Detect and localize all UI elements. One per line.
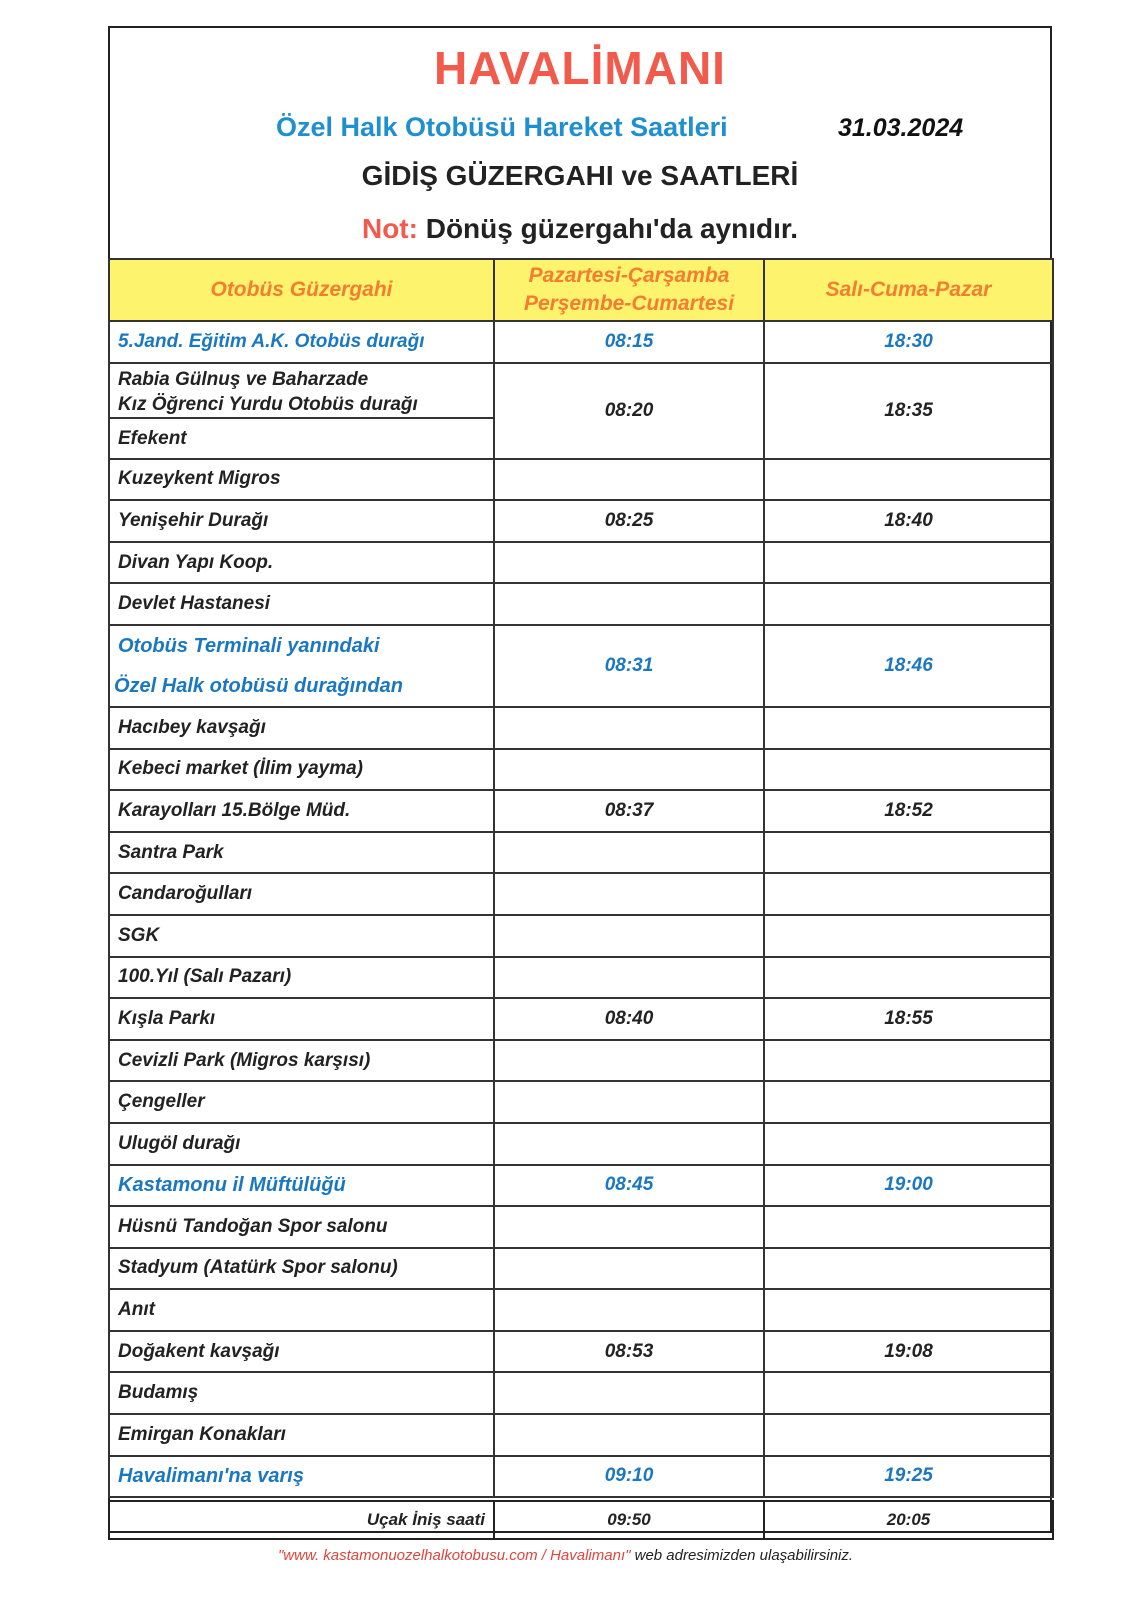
schedule-table [108, 258, 1054, 1498]
stop-line: Özel Halk otobüsü durağından [114, 674, 403, 697]
stop-name: Kışla Parkı [109, 998, 494, 1040]
time-weekday [494, 749, 764, 791]
time-weekday [494, 1414, 764, 1456]
time-weekday: 08:40 [494, 998, 764, 1040]
table-row [109, 915, 1053, 957]
table-row [109, 500, 1053, 542]
col-weekday [494, 259, 764, 321]
table-row [109, 1372, 1053, 1414]
stop-name: 100.Yıl (Salı Pazarı) [109, 957, 494, 999]
time-weekday: 08:53 [494, 1331, 764, 1373]
table-row [109, 1040, 1053, 1082]
stop-name: Candaroğulları [109, 873, 494, 915]
table-row [109, 790, 1053, 832]
table-row [109, 363, 1053, 459]
stop-name [109, 363, 494, 459]
stop-name: Yenişehir Durağı [109, 500, 494, 542]
landing-label: Uçak İniş saati [109, 1501, 494, 1539]
table-row [109, 542, 1053, 584]
time-other [764, 542, 1053, 584]
note-text: Dönüş güzergahı'da aynıdır. [425, 213, 799, 244]
stop-name-multi [110, 364, 493, 419]
table-row [109, 1248, 1053, 1290]
stop-line: Kız Öğrenci Yurdu Otobüs durağı [118, 393, 418, 415]
time-weekday [494, 1040, 764, 1082]
col-other: Salı-Cuma-Pazar [764, 259, 1053, 321]
time-other [764, 1206, 1053, 1248]
stop-name: Stadyum (Atatürk Spor salonu) [109, 1248, 494, 1290]
time-weekday [494, 1206, 764, 1248]
time-weekday [494, 957, 764, 999]
stop-name: Emirgan Konakları [109, 1414, 494, 1456]
time-weekday [494, 542, 764, 584]
stop-name: Doğakent kavşağı [109, 1331, 494, 1373]
time-other: 18:55 [764, 998, 1053, 1040]
time-weekday: 08:15 [494, 321, 764, 363]
table-header [109, 259, 1053, 321]
stop-name: Santra Park [109, 832, 494, 874]
col-weekday-1: Pazartesi-Çarşamba [528, 264, 730, 287]
table-row [109, 1165, 1053, 1207]
time-other [764, 459, 1053, 501]
stop-name: Budamış [109, 1372, 494, 1414]
stop-name: Divan Yapı Koop. [109, 542, 494, 584]
stop-name: Anıt [109, 1289, 494, 1331]
note [110, 213, 1050, 245]
time-weekday: 08:20 [494, 363, 764, 459]
table-row [109, 707, 1053, 749]
time-other [764, 1248, 1053, 1290]
landing-time-row [108, 1500, 1054, 1540]
table-row [109, 1414, 1053, 1456]
time-weekday: 08:45 [494, 1165, 764, 1207]
stop-name: Devlet Hastanesi [109, 583, 494, 625]
time-other: 18:40 [764, 500, 1053, 542]
time-weekday [494, 915, 764, 957]
time-weekday [494, 1289, 764, 1331]
col-route: Otobüs Güzergahi [109, 259, 494, 321]
time-other [764, 707, 1053, 749]
time-other [764, 915, 1053, 957]
time-weekday [494, 1372, 764, 1414]
website-url: "www. kastamonuozelhalkotobusu.com / Havalimanı" [277, 1547, 631, 1564]
time-other [764, 1040, 1053, 1082]
time-weekday: 08:31 [494, 625, 764, 707]
landing-time-other: 20:05 [764, 1501, 1053, 1539]
time-other [764, 1289, 1053, 1331]
time-other: 19:00 [764, 1165, 1053, 1207]
time-weekday [494, 1248, 764, 1290]
time-other: 18:52 [764, 790, 1053, 832]
stop-line: Efekent [118, 427, 187, 449]
col-weekday-2: Perşembe-Cumartesi [523, 292, 735, 315]
website-note [0, 1547, 1131, 1564]
table-row [109, 321, 1053, 363]
stop-name: Cevizli Park (Migros karşısı) [109, 1040, 494, 1082]
time-other [764, 957, 1053, 999]
time-other [764, 873, 1053, 915]
table-row [109, 832, 1053, 874]
stop-name: 5.Jand. Eğitim A.K. Otobüs durağı [109, 321, 494, 363]
table-row [109, 1331, 1053, 1373]
time-other [764, 832, 1053, 874]
time-other: 18:46 [764, 625, 1053, 707]
table-row [109, 583, 1053, 625]
time-weekday [494, 873, 764, 915]
website-text: web adresimizden ulaşabilirsiniz. [630, 1547, 854, 1564]
time-weekday: 09:10 [494, 1456, 764, 1498]
subtitle: Özel Halk Otobüsü Hareket Saatleri [276, 112, 728, 142]
time-weekday: 08:25 [494, 500, 764, 542]
table-row [109, 1081, 1053, 1123]
table-row [109, 1289, 1053, 1331]
route-heading: GİDİŞ GÜZERGAHI ve SAATLERİ [361, 160, 799, 191]
note-label: Not: [361, 213, 418, 244]
stop-name: Kuzeykent Migros [109, 459, 494, 501]
page-title: HAVALİMANI [434, 42, 726, 94]
stop-name: Hüsnü Tandoğan Spor salonu [109, 1206, 494, 1248]
stop-name: Karayolları 15.Bölge Müd. [109, 790, 494, 832]
time-other: 18:30 [764, 321, 1053, 363]
time-other [764, 1372, 1053, 1414]
time-weekday [494, 583, 764, 625]
time-other [764, 749, 1053, 791]
stop-name: Kebeci market (İlim yayma) [109, 749, 494, 791]
time-other: 19:25 [764, 1456, 1053, 1498]
time-weekday [494, 1123, 764, 1165]
stop-name [109, 625, 494, 707]
time-weekday: 08:37 [494, 790, 764, 832]
table-row [109, 998, 1053, 1040]
table-row [109, 957, 1053, 999]
time-other [764, 1081, 1053, 1123]
stop-name: Ulugöl durağı [109, 1123, 494, 1165]
table-row [109, 873, 1053, 915]
stop-line: Otobüs Terminali yanındaki [118, 634, 380, 657]
time-weekday [494, 832, 764, 874]
table-row [109, 749, 1053, 791]
time-other [764, 1414, 1053, 1456]
table-row [109, 1206, 1053, 1248]
time-other [764, 583, 1053, 625]
stop-line: Rabia Gülnuş ve Baharzade [118, 368, 369, 390]
time-other [764, 1123, 1053, 1165]
time-other: 18:35 [764, 363, 1053, 459]
stop-name: Çengeller [109, 1081, 494, 1123]
stop-name: Kastamonu il Müftülüğü [109, 1165, 494, 1207]
stop-name: Havalimanı'na varış [109, 1456, 494, 1498]
table-row [109, 459, 1053, 501]
table-row [109, 1456, 1053, 1498]
stop-name: SGK [109, 915, 494, 957]
table-row [109, 1123, 1053, 1165]
time-weekday [494, 459, 764, 501]
time-other: 19:08 [764, 1331, 1053, 1373]
table-row [109, 625, 1053, 707]
stop-name: Hacıbey kavşağı [109, 707, 494, 749]
time-weekday [494, 707, 764, 749]
landing-time-weekday: 09:50 [494, 1501, 764, 1539]
date: 31.03.2024 [838, 114, 964, 142]
time-weekday [494, 1081, 764, 1123]
